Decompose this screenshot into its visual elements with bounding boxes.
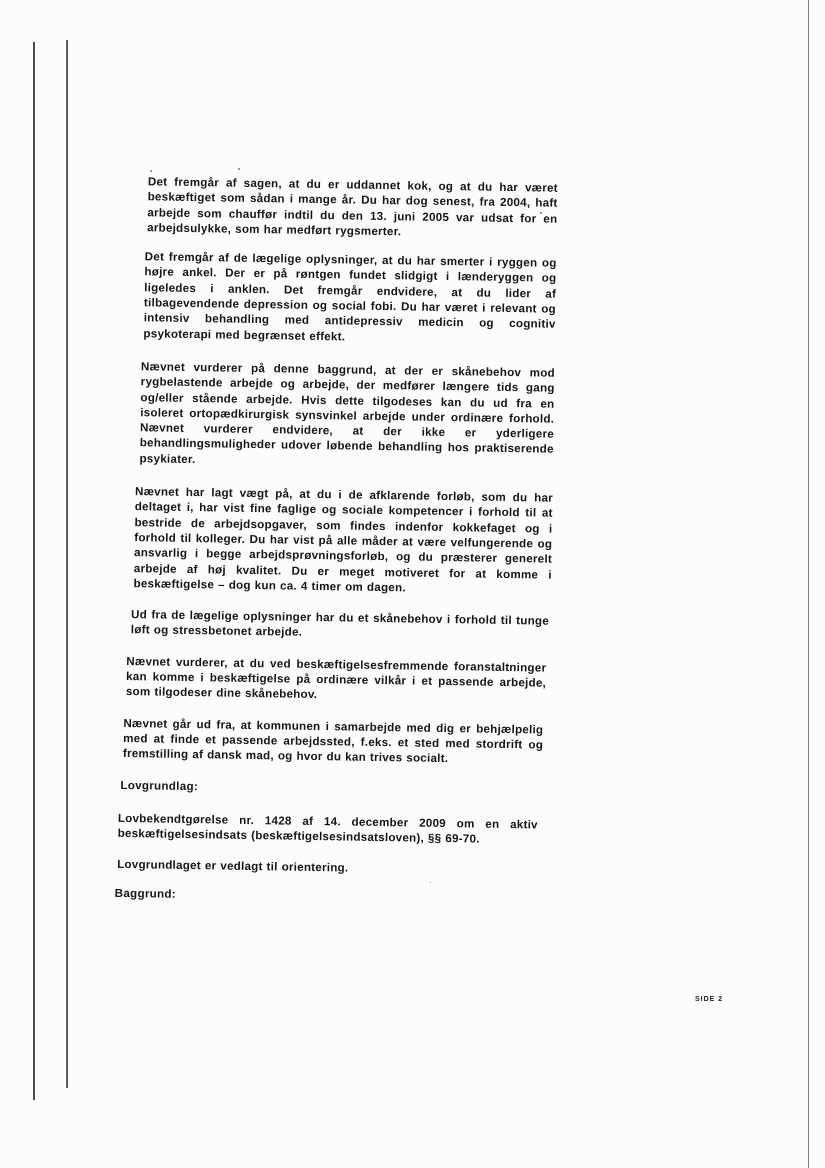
heading-background: Baggrund: (114, 887, 177, 902)
heading-law-basis: Lovgrundlag: (120, 778, 199, 793)
scan-right-edge-line (808, 0, 809, 1168)
scan-speck (238, 168, 240, 170)
paragraph-assessment: Nævnet vurderer på denne baggrund, at der er skånebehov mod rygbelastende arbejde og arbejde, der medfører længere tids gang og/eller stående arbejde. Hvis dette tilgodeses kan du ud fra en isoleret ortopædkirurgisk synsvinkel arbejde under ordinære forhold. Nævnet vurderer endvidere, at der ikke er yderligere behandlingsmuligheder udover løbende behandling hos praktiserende psykiater. (139, 360, 556, 466)
paragraph-background: Det fremgår af sagen, at du er uddannet kok, og at du har været beskæftiget som sådan i mange år. Du har dog senest, fra 2004, haft arbejde som chauffør indtil du den 13. juni 2005 var udsat for en arbejdsulykke, som har medført rygsmerter. (147, 175, 558, 239)
paragraph-municipality: Nævnet går ud fra, at kommunen i samarbejde med dig er behjælpelig med at finde et passende arbejdssted, f.eks. et sted med stordrift og fremstilling af dansk mad, og hvor du kan trives socialt. (122, 716, 544, 766)
letter-body (116, 174, 558, 920)
paragraph-medical-info: Det fremgår af de lægelige oplysninger, at du har smerter i ryggen og højre ankel. Der er på røntgen fundet slidgigt i lænderyggen og ligeledes i anklen. Det fremgår endvidere, at du lider af tilbagevendende depression og social fobi. Du har været i relevant og intensiv behandling med antidepressiv medicin og cognitiv psykoterapi med begrænset effekt. (143, 250, 557, 344)
paragraph-law-note: Lovgrundlaget er vedlagt til orientering. (117, 858, 349, 875)
page-number: SIDE 2 (695, 996, 724, 1003)
scan-speck (150, 170, 152, 172)
scan-binding-line (66, 40, 68, 1088)
paragraph-competences: Nævnet har lagt vægt på, at du i de afklarende forløb, som du har deltaget i, har vist fine faglige og sociale kompetencer i forhold til at bestride de arbejdsopgaver, som findes indenfor kokkefaget og i forhold til kolleger. Du har vist på alle måder at være velfungerende og ansvarlig i begge arbejdsprøvningsforløb, og du præsterer generelt arbejde af høj kvalitet. Du er meget motiveret for at komme i beskæftigelse – dog kun ca. 4 timer om dagen. (133, 485, 554, 595)
paragraph-restrictions: Ud fra de lægelige oplysninger har du et skånebehov i forhold til tunge løft og stressbetonet arbejde. (130, 608, 550, 640)
scan-edge-line (33, 42, 35, 1100)
paragraph-law-text: Lovbekendtgørelse nr. 1428 af 14. december 2009 om en aktiv beskæftigelsesindsats (beskæftigelsesindsatsloven), §§ 69-70. (117, 811, 538, 846)
paragraph-conclusion: Nævnet vurderer, at du ved beskæftigelsesfremmende foranstaltninger kan komme i beskæftigelse på ordinære vilkår i et passende arbejde, som tilgodeser dine skånebehov. (125, 654, 547, 702)
